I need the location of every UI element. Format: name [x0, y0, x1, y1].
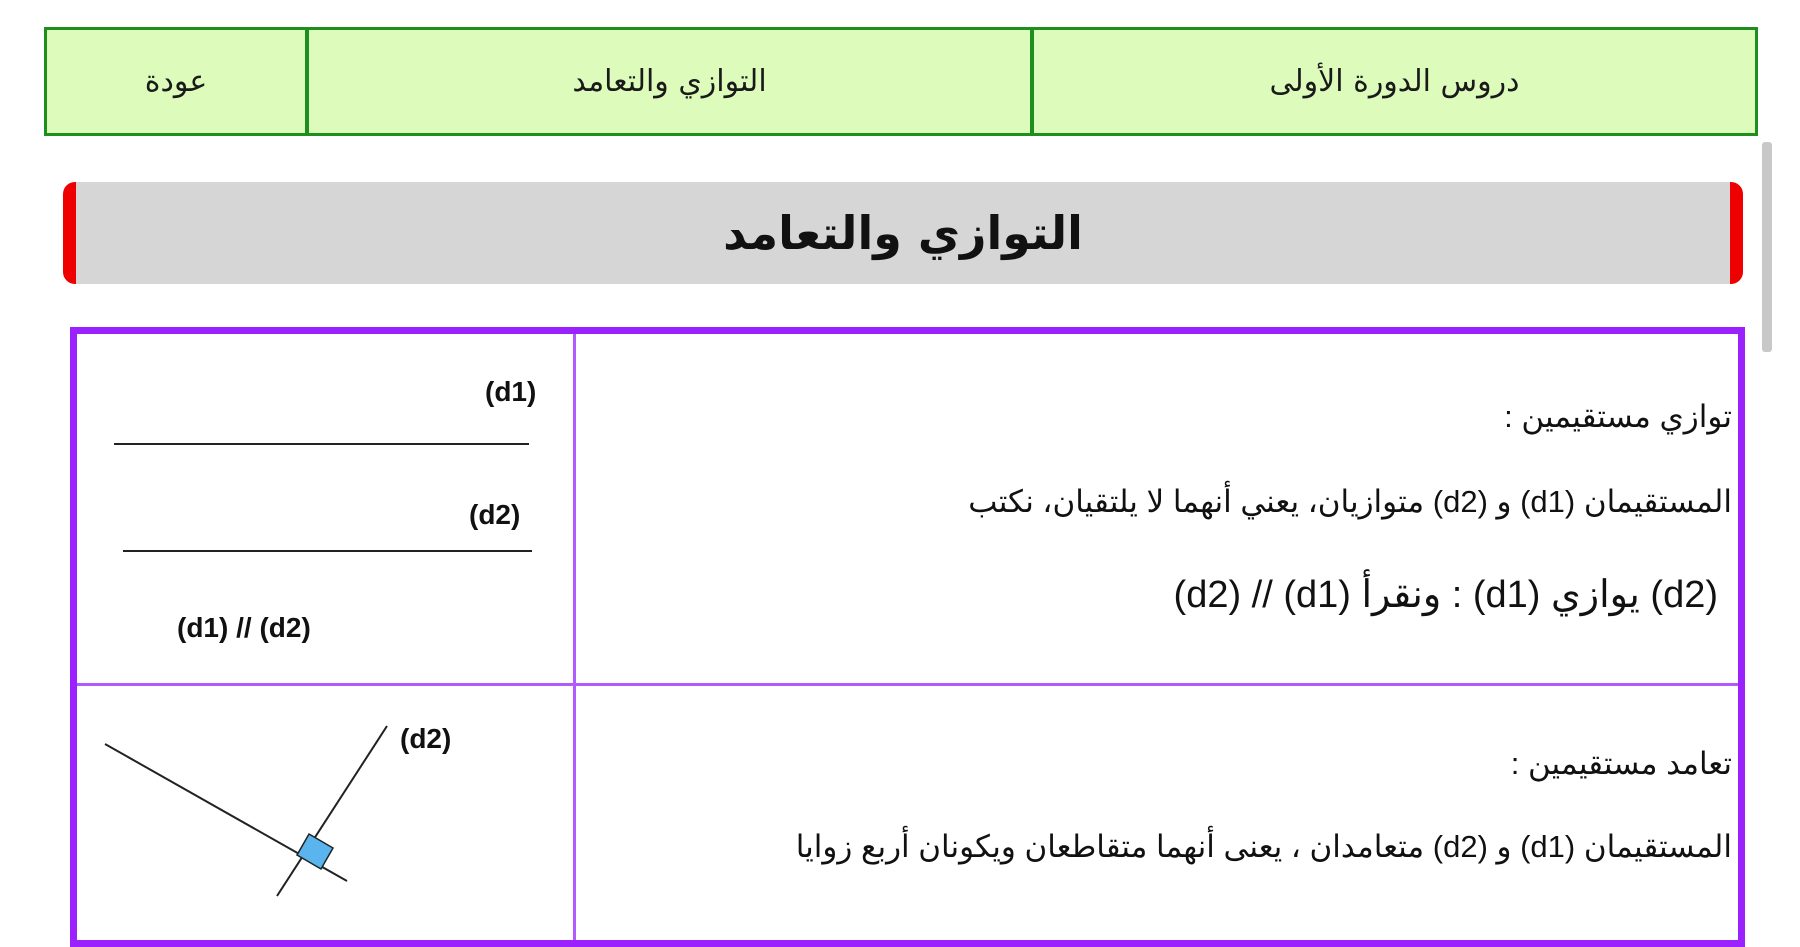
lesson-table	[70, 327, 1745, 947]
perpendicular-definition: المستقيمان (d1) و (d2) متعامدان ، يعنى أنهما متقاطعان ويكونان أربع زوايا	[795, 829, 1732, 864]
line-d2	[277, 726, 387, 896]
perpendicular-row	[77, 686, 1738, 947]
label-d2: (d2)	[400, 723, 452, 754]
parallel-notation: (d1) // (d2)	[177, 612, 311, 643]
perpendicular-figure	[77, 686, 573, 947]
parallel-definition: المستقيمان (d1) و (d2) متوازيان، يعني أنهما لا يلتقيان، نكتب	[968, 484, 1732, 519]
parallel-text	[576, 334, 1738, 683]
back-link[interactable]: عودة	[47, 30, 309, 133]
perpendicular-text	[576, 686, 1738, 947]
parallel-row	[77, 334, 1738, 686]
parallel-figure	[77, 334, 573, 683]
page-title: التوازي والتعامد	[723, 206, 1083, 260]
page-title-banner	[63, 182, 1743, 284]
topic-link[interactable]: التوازي والتعامد	[309, 30, 1034, 133]
top-navigation	[44, 27, 1758, 136]
lessons-link[interactable]: دروس الدورة الأولى	[1269, 64, 1520, 99]
perpendicular-heading: تعامد مستقيمين :	[1510, 746, 1732, 781]
perpendicular-lines-drawing	[77, 686, 573, 947]
parallel-formula: (d2) // (d1) ونقرأ : (d1) يوازي (d2)	[1173, 574, 1718, 616]
label-d2: (d2)	[469, 499, 521, 530]
scrollbar-thumb[interactable]	[1762, 142, 1772, 352]
parallel-heading: توازي مستقيمين :	[1504, 399, 1732, 434]
label-d1: (d1)	[485, 376, 537, 407]
right-angle-mark	[297, 834, 333, 869]
